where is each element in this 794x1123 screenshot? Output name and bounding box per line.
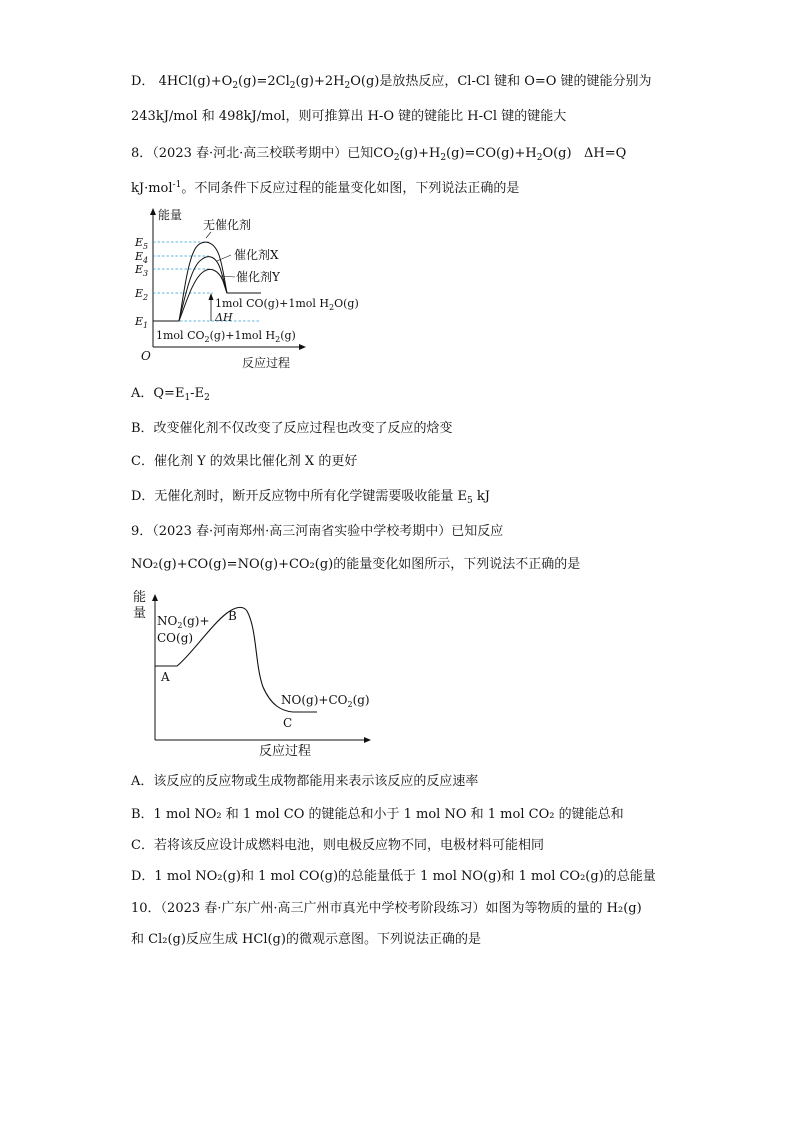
q10-stem-line1 bbox=[131, 899, 642, 919]
point-a-label: A bbox=[161, 670, 170, 684]
q9-stem-line1 bbox=[131, 522, 503, 542]
q8-stem-line1 bbox=[131, 144, 626, 164]
option-text: 是放热反应，Cl-Cl 键和 O=O 键的键能分别为 bbox=[379, 74, 652, 89]
q7-option-d-line2: 243kJ/mol 和 498kJ/mol，则可推算出 H-O 键的键能比 H-Cl 键的键能大 bbox=[131, 109, 567, 124]
q8-energy-diagram bbox=[131, 205, 359, 375]
q8-option-b: B．改变催化剂不仅改变了反应过程也改变了反应的焓变 bbox=[131, 421, 453, 436]
q7-option-d-line1 bbox=[131, 72, 652, 92]
e2-label: $E_2$ bbox=[135, 287, 149, 302]
reactant-label: 1mol $CO_2(g)+1mol$ $H_2(g)$ bbox=[156, 329, 296, 344]
reactant-label-2: CO(g) bbox=[157, 631, 194, 645]
equation: $4HCl(g)+O_2(g)=2Cl_2(g)+2H_2O(g)$ bbox=[158, 74, 380, 91]
y-axis-label: 能量 bbox=[158, 208, 183, 222]
q10-stem-line2: 和 Cl₂(g)反应生成 HCl(g)的微观示意图。下列说法正确的是 bbox=[131, 932, 481, 947]
e3-label: $E_3$ bbox=[135, 263, 149, 278]
reactant-label-1: $NO_2(g)+$ bbox=[157, 614, 210, 630]
question-source: （2023 春·广东广州·高三广州市真光中学校考阶段练习）如图为等物质的量的 H₂(g) bbox=[160, 901, 642, 916]
origin-label: O bbox=[141, 349, 151, 363]
e4-label: $E_4$ bbox=[135, 250, 149, 265]
point-b-label: B bbox=[228, 609, 237, 623]
unit: kJ·mol bbox=[131, 181, 173, 196]
q9-option-c: C．若将该反应设计成燃料电池，则电极反应物不同，电极材料可能相同 bbox=[131, 838, 544, 853]
q8-option-d: D．无催化剂时，断开反应物中所有化学键需要吸收能量 $E_5$ kJ bbox=[131, 489, 491, 506]
question-source: （2023 春·河北·高三校联考期中）已知 bbox=[152, 146, 374, 161]
question-text: 。不同条件下反应过程的能量变化如图，下列说法正确的是 bbox=[181, 181, 520, 196]
q8-stem-line2: kJ·mol$^{-1}$。不同条件下反应过程的能量变化如图，下列说法正确的是 bbox=[131, 180, 520, 196]
q9-stem-line2: NO₂(g)+CO(g)=NO(g)+CO₂(g)的能量变化如图所示，下列说法不正确的是 bbox=[131, 557, 581, 572]
question-source: （2023 春·河南郑州·高三河南省实验中学校考期中）已知反应 bbox=[152, 524, 504, 539]
question-number: 8． bbox=[131, 146, 153, 161]
delta-h-text: ΔH=Q bbox=[583, 146, 627, 161]
delta-h-label: ΔH bbox=[215, 311, 233, 324]
label-catalyst-y: 催化剂Y bbox=[236, 270, 280, 284]
e5-label: $E_5$ bbox=[135, 236, 149, 251]
point-c-label: C bbox=[283, 716, 293, 730]
y-axis-label-1: 能 bbox=[133, 590, 147, 605]
equation: $CO_2(g)+H_2(g)=CO(g)+H_2O(g)$ bbox=[373, 146, 572, 163]
q9-energy-diagram bbox=[131, 585, 381, 760]
product-label: 1mol CO(g)+1mol $H_2O(g)$ bbox=[215, 297, 359, 312]
q9-option-d: D．1 mol NO₂(g)和 1 mol CO(g)的总能量低于 1 mol NO(g)和 1 mol CO₂(g)的总能量 bbox=[131, 869, 656, 884]
q8-option-a: A．$Q=E_1-E_2$ bbox=[131, 386, 210, 403]
x-axis-label: 反应过程 bbox=[242, 356, 291, 370]
label-no-catalyst: 无催化剂 bbox=[203, 218, 252, 232]
label-catalyst-x: 催化剂X bbox=[234, 248, 279, 262]
e1-label: $E_1$ bbox=[135, 315, 149, 330]
y-axis-label-2: 量 bbox=[133, 606, 147, 621]
product-label: $NO(g)+CO_2(g)$ bbox=[281, 693, 370, 709]
x-axis-label: 反应过程 bbox=[259, 744, 312, 759]
q9-option-b: B．1 mol NO₂ 和 1 mol CO 的键能总和小于 1 mol NO 和 1 mol CO₂ 的键能总和 bbox=[131, 807, 624, 822]
q8-option-c: C．催化剂 Y 的效果比催化剂 X 的更好 bbox=[131, 454, 358, 469]
question-number: 10． bbox=[131, 901, 161, 916]
question-number: 9． bbox=[131, 524, 153, 539]
option-label: D． bbox=[131, 74, 155, 89]
q9-option-a: A．该反应的反应物或生成物都能用来表示该反应的反应速率 bbox=[131, 774, 479, 789]
